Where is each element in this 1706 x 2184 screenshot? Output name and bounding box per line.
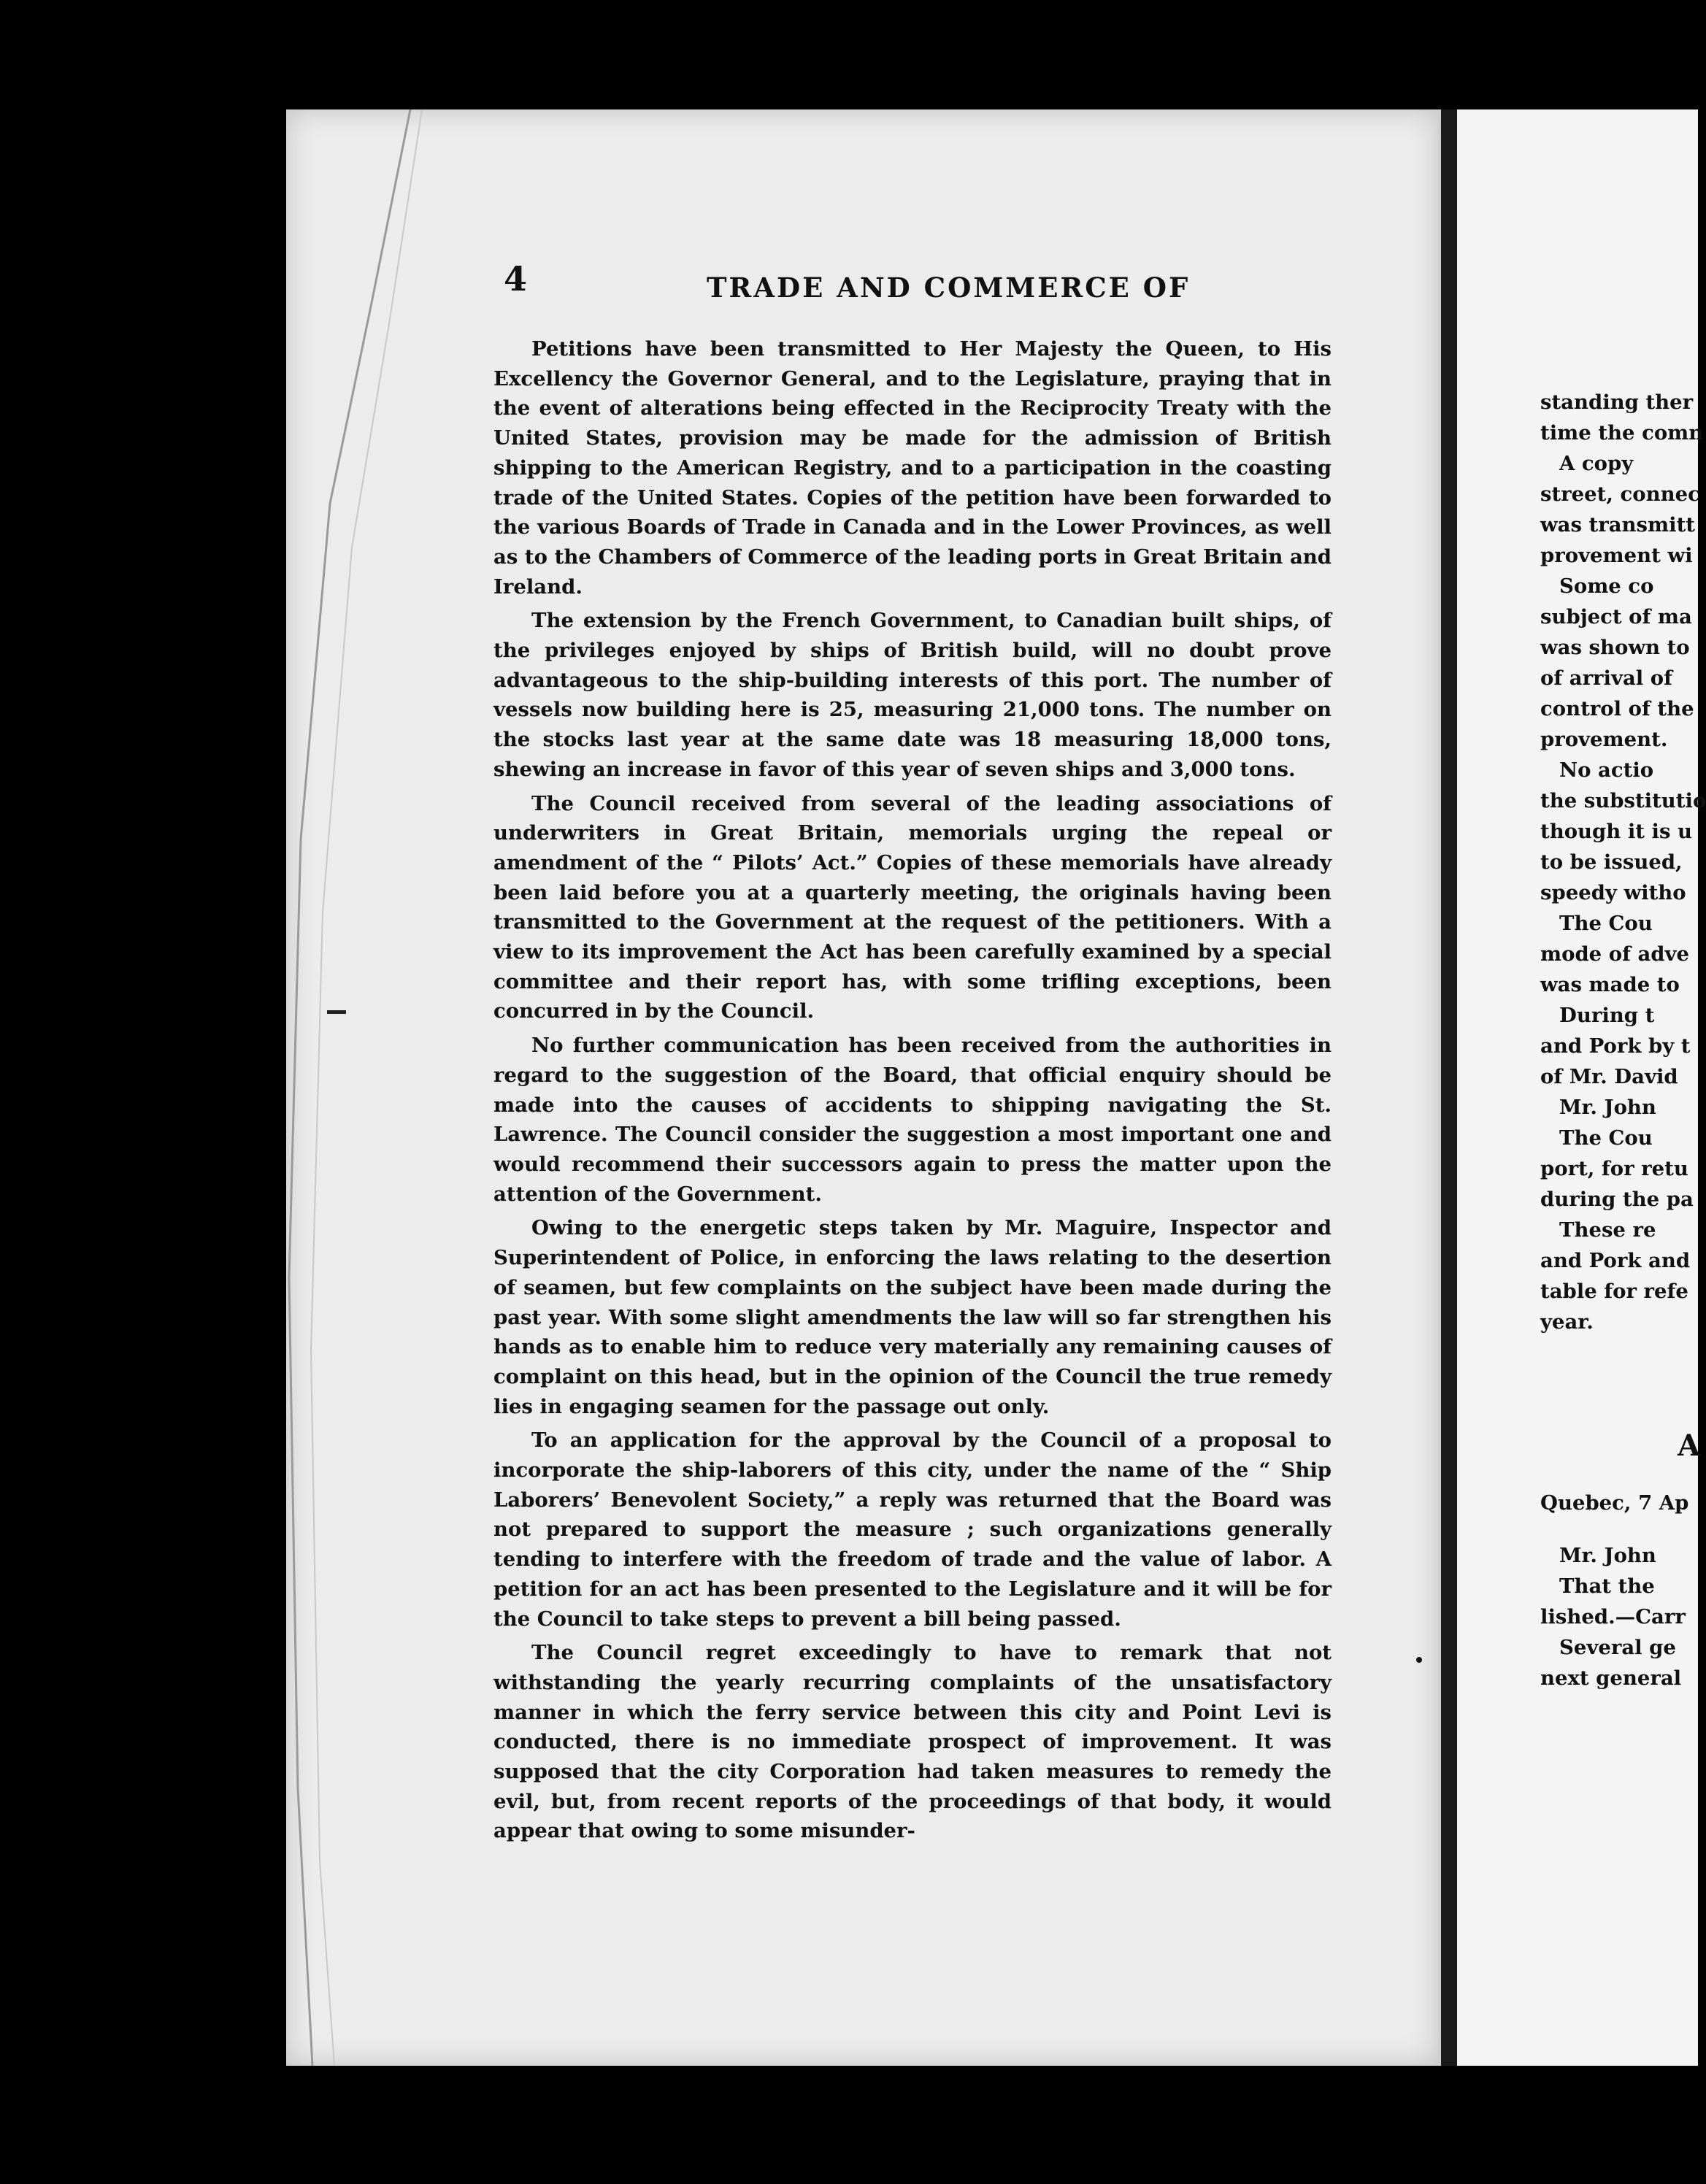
- fragment-line: control of the: [1540, 697, 1694, 720]
- fragment-line: year.: [1540, 1310, 1594, 1334]
- fragment-line: Quebec, 7 Ap: [1540, 1491, 1689, 1515]
- fragment-line: table for refe: [1540, 1280, 1688, 1303]
- fragment-line: speedy witho: [1540, 881, 1686, 904]
- fragment-line: During t: [1559, 1004, 1655, 1027]
- fragment-line: lished.—Carr: [1540, 1605, 1686, 1629]
- fragment-line: standing ther: [1540, 391, 1694, 414]
- fragment-line: mode of adve: [1540, 942, 1690, 966]
- fragment-line: to be issued,: [1540, 850, 1683, 874]
- book-gutter: [1441, 109, 1457, 2066]
- fragment-line: of arrival of: [1540, 666, 1672, 690]
- fragment-line: That the: [1559, 1574, 1655, 1598]
- fragment-line: Several ge: [1559, 1636, 1676, 1659]
- paragraph-st-lawrence-accidents: No further communication has been received from the authorities in regard to the suggestion of the Board, that official enquiry should be made into the causes of accidents to shipping navigating the St. Lawrence. The Council consider the suggestion a most important one and would recommend their successors again to press the matter upon the attention of the Government.: [493, 1034, 1332, 1206]
- fragment-line: and Pork and: [1540, 1249, 1691, 1272]
- body-text: [493, 334, 1332, 1850]
- ink-dot: [1415, 1656, 1423, 1664]
- fragment-line: though it is u: [1540, 820, 1693, 843]
- fragment-line: port, for retu: [1540, 1157, 1688, 1180]
- paragraph-ship-laborers-society: To an application for the approval by the Council of a proposal to incorporate the ship-laborers of this city, under the name of the “ Ship Laborers’ Benevolent Society,” a reply was returned that the Board was not prepared to support the measure ; such organizations generally tending to interfere with the freedom of trade and the value of labor. A petition for an act has been presented to the Legislature and it will be for the Council to take steps to prevent a bill being passed.: [493, 1429, 1332, 1631]
- fragment-heading: A: [1678, 1429, 1701, 1463]
- fragment-line: and Pork by t: [1540, 1034, 1691, 1058]
- fragment-line: was made to: [1540, 973, 1680, 996]
- fragment-line: time the comn: [1540, 421, 1704, 445]
- paragraph-ferry-service: The Council regret exceedingly to have to remark that not withstanding the yearly recurring complaints of the unsatisfactory manner in which the ferry service between this city and Point Levi is conducted, there is no immediate prospect of improvement. It was supposed that the city Corporation had taken measures to remedy the evil, but, from recent reports of the proceedings of that body, it would appear that owing to some misunder-: [493, 1641, 1332, 1843]
- fragment-line: during the pa: [1540, 1188, 1694, 1211]
- fragment-line: The Cou: [1559, 912, 1653, 935]
- page-number: 4: [504, 259, 528, 299]
- fragment-line: street, connec: [1540, 482, 1700, 506]
- paragraph-petitions: Petitions have been transmitted to Her Majesty the Queen, to His Excellency the Governor General, and to the Legislature, praying that in the event of alterations being effected in the Reciprocity Treaty with the United States, provision may be made for the admission of British shipping to the American Registry, and to a participation in the coasting trade of the United States. Copies of the petition have been forwarded to the various Boards of Trade in Canada and in the Lower Provinces, as well as to the Chambers of Commerce of the leading ports in Great Britain and Ireland.: [493, 337, 1332, 599]
- fragment-line: subject of ma: [1540, 605, 1692, 628]
- fragment-line: No actio: [1559, 758, 1654, 782]
- fragment-line: These re: [1559, 1218, 1656, 1242]
- margin-mark: [327, 1007, 349, 1018]
- fragment-line: provement.: [1540, 728, 1668, 751]
- fragment-line: the substitutio: [1540, 789, 1706, 812]
- paragraph-seamen-desertion: Owing to the energetic steps taken by Mr. Maguire, Inspector and Superintendent of Police, in enforcing the laws relating to the desertion of seamen, but few complaints on the subject have been made during the past year. With some slight amendments the law will so far strengthen his hands as to enable him to reduce very materially any remaining causes of complaint on this head, but in the opinion of the Council the true remedy lies in engaging seamen for the passage out only.: [493, 1216, 1332, 1418]
- fragment-line: was transmitt: [1540, 513, 1695, 537]
- adjacent-page-text: [1540, 387, 1706, 1693]
- fragment-line: Some co: [1559, 574, 1654, 598]
- fragment-line: of Mr. David: [1540, 1065, 1678, 1088]
- fragment-line: Mr. John: [1559, 1096, 1656, 1119]
- paragraph-french-government: The extension by the French Government, to Canadian built ships, of the privileges enjoyed by ships of British build, will no doubt prove advantageous to the ship-building interests of this port. The number of vessels now building here is 25, measuring 21,000 tons. The number on the stocks last year at the same date was 18 measuring 18,000 tons, shewing an increase in favor of this year of seven ships and 3,000 tons.: [493, 609, 1332, 781]
- paragraph-pilots-act: The Council received from several of the leading associations of underwriters in Great Britain, memorials urging the repeal or amendment of the “ Pilots’ Act.” Copies of these memorials have already been laid before you at a quarterly meeting, the originals having been transmitted to the Government at the request of the petitioners. With a view to its improvement the Act has been carefully examined by a special committee and their report has, with some trifling exceptions, been concurred in by the Council.: [493, 791, 1332, 1023]
- fragment-line: The Cou: [1559, 1126, 1653, 1150]
- fragment-line: A copy: [1559, 452, 1634, 475]
- fragment-line: provement wi: [1540, 544, 1693, 567]
- running-head: TRADE AND COMMERCE OF: [707, 272, 1191, 304]
- fragment-line: next general: [1540, 1666, 1682, 1690]
- fragment-line: was shown to: [1540, 636, 1690, 659]
- fragment-line: Mr. John: [1559, 1544, 1656, 1567]
